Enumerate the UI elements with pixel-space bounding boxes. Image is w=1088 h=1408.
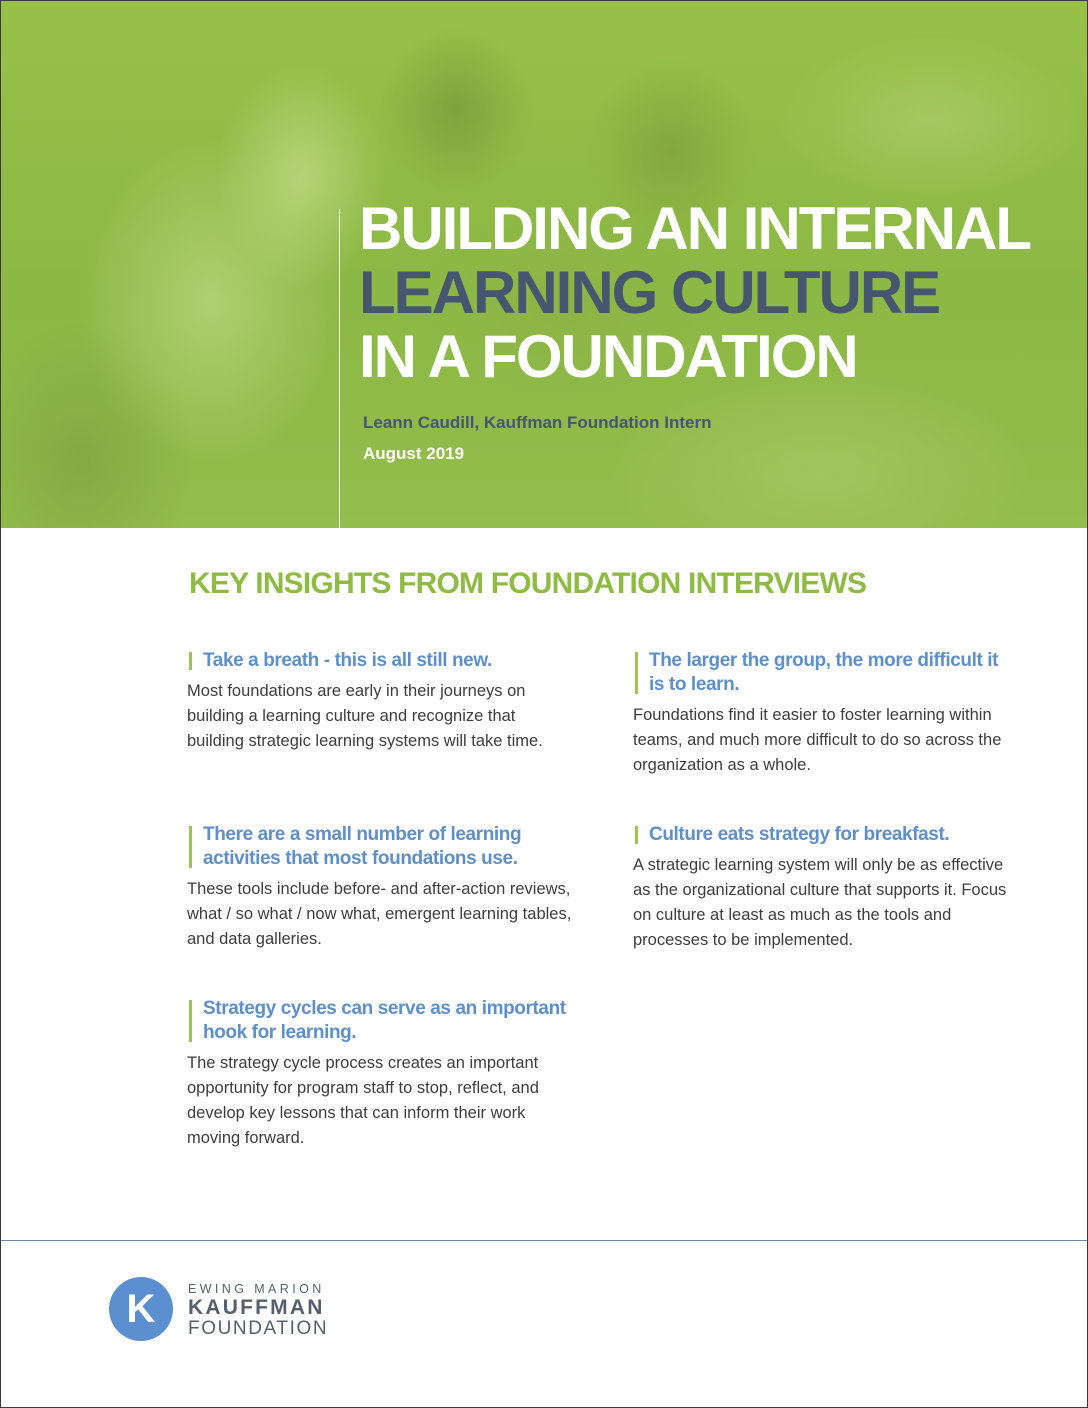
author-line: Leann Caudill, Kauffman Foundation Intern	[363, 413, 712, 432]
insight-body: The strategy cycle process creates an important opportunity for program staff to stop, reflect, and develop key lessons that can inform their work moving forward.	[187, 1054, 539, 1147]
logo-wordmark	[188, 1282, 328, 1339]
title-line-1: BUILDING AN INTERNAL	[359, 195, 1031, 262]
accent-bar	[635, 826, 638, 844]
insight-heading-text: Culture eats strategy for breakfast.	[649, 824, 950, 845]
accent-bar	[189, 1000, 192, 1042]
document-title	[359, 197, 1030, 389]
hero-divider-line	[339, 209, 340, 528]
insight-block	[187, 823, 572, 952]
accent-bar	[189, 652, 192, 670]
hero-banner	[1, 1, 1087, 528]
accent-bar	[635, 652, 638, 694]
insight-heading	[187, 649, 572, 673]
k-logo-icon: K	[109, 1277, 173, 1341]
logo-line-3: FOUNDATION	[188, 1318, 329, 1339]
logo-line-1: EWING MARION	[188, 1282, 325, 1296]
insight-heading	[187, 823, 572, 871]
title-line-3: IN A FOUNDATION	[359, 323, 857, 390]
insight-block	[633, 823, 1018, 953]
insight-body: These tools include before- and after-action reviews, what / so what / now what, emergent learning tables, and data galleries.	[187, 880, 572, 948]
footer-divider	[1, 1240, 1087, 1241]
insight-heading-text: There are a small number of learning activities that most foundations use.	[203, 824, 522, 869]
section-heading: KEY INSIGHTS FROM FOUNDATION INTERVIEWS	[189, 567, 867, 600]
insight-body: Foundations find it easier to foster learning within teams, and much more difficult to do so across the organization as a whole.	[633, 706, 1002, 774]
insight-heading-text: Strategy cycles can serve as an important hook for learning.	[203, 998, 566, 1043]
insight-heading-text: Take a breath - this is all still new.	[203, 650, 492, 671]
insight-block	[187, 997, 572, 1151]
insight-body: Most foundations are early in their journeys on building a learning culture and recognize that building strategic learning systems will take time.	[187, 682, 543, 750]
insight-heading	[187, 997, 572, 1045]
insight-heading	[633, 823, 1018, 847]
insight-block	[633, 649, 1018, 778]
logo-line-2: KAUFFMAN	[188, 1296, 325, 1319]
insight-heading-text: The larger the group, the more difficult it is to learn.	[649, 650, 999, 695]
publication-date: August 2019	[363, 444, 465, 463]
insight-block	[187, 649, 572, 754]
title-line-2: LEARNING CULTURE	[359, 259, 940, 326]
insight-body: A strategic learning system will only be as effective as the organizational culture that supports it. Focus on culture at least as much as the tools and processes to be implemented.	[633, 856, 1007, 949]
insight-heading	[633, 649, 1018, 697]
accent-bar	[189, 826, 192, 868]
